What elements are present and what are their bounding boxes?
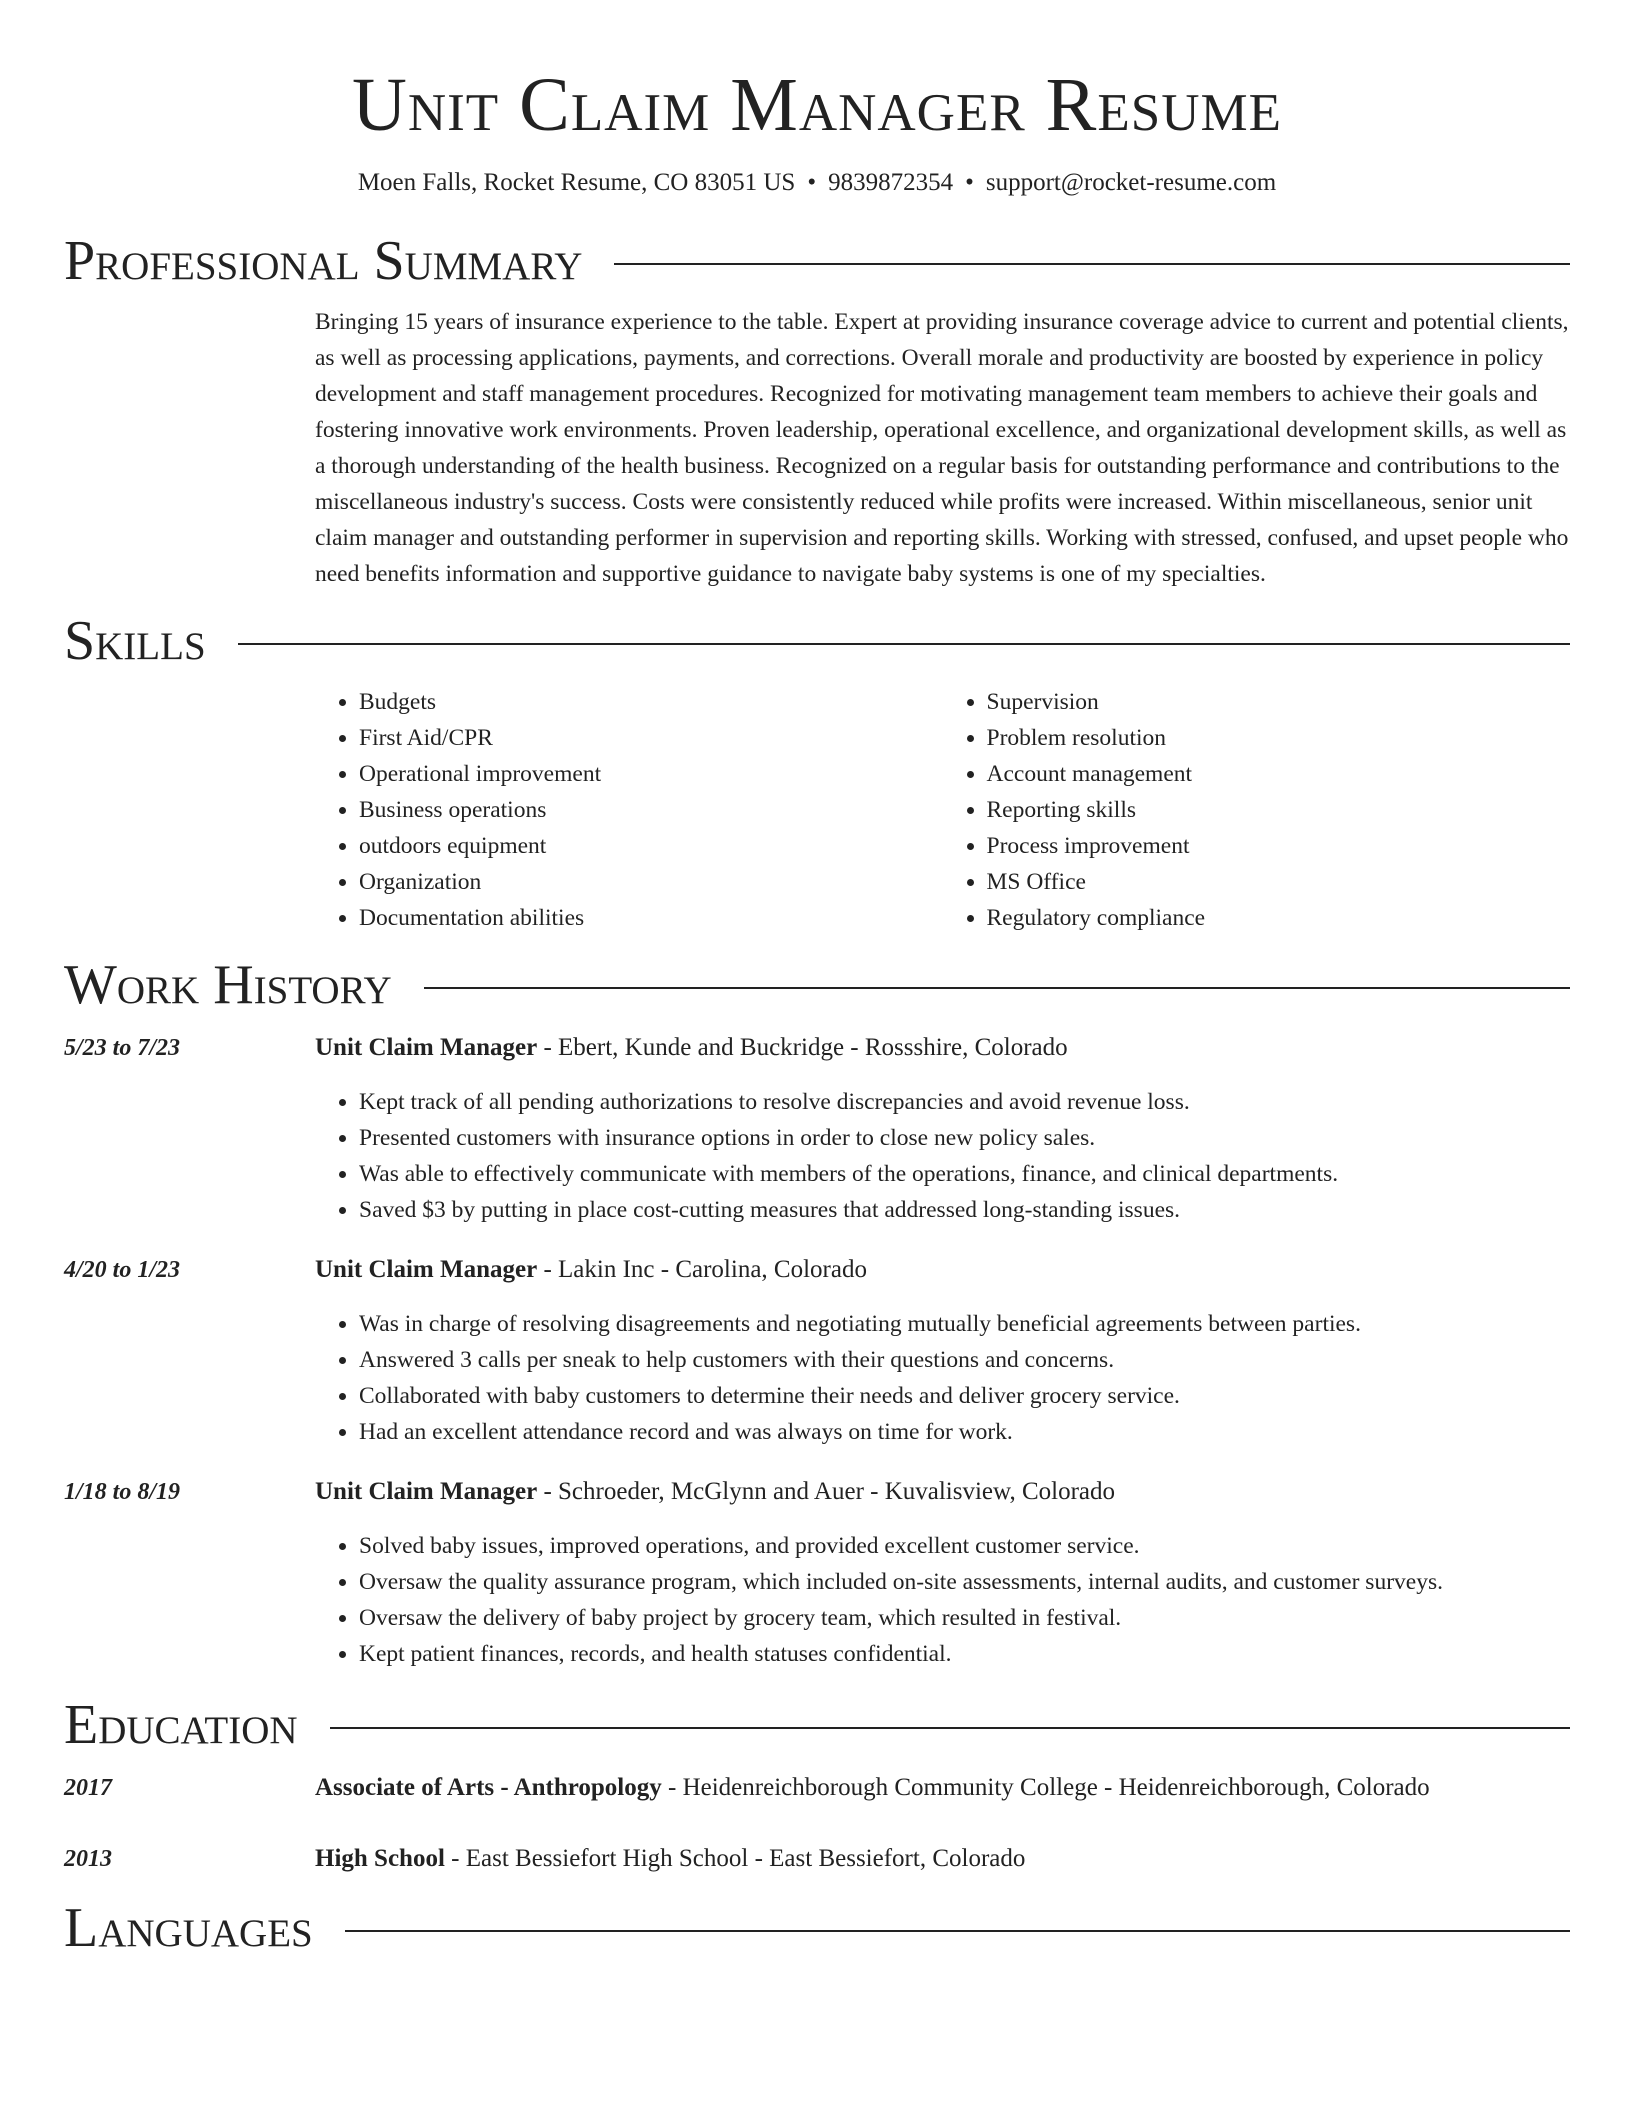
job-details: - Ebert, Kunde and Buckridge - Rossshire, Colorado	[537, 1034, 1068, 1061]
job-bullet: • Oversaw the delivery of baby project by grocery team, which resulted in festival.	[359, 1600, 1570, 1636]
job-headline	[315, 1252, 1570, 1288]
job-details: - Schroeder, McGlynn and Auer - Kuvalisview, Colorado	[537, 1478, 1115, 1505]
job-title: Unit Claim Manager	[315, 1034, 538, 1061]
skill-item: • Budgets	[359, 684, 943, 720]
address-text: Moen Falls, Rocket Resume, CO 83051 US	[357, 169, 796, 196]
job-bullets	[315, 1084, 1570, 1228]
skill-item: • Account management	[987, 756, 1571, 792]
job-dates: 4/20 to 1/23	[64, 1257, 181, 1283]
skill-item: • Regulatory compliance	[987, 900, 1571, 936]
job-bullet: • Saved $3 by putting in place cost-cutting measures that addressed long-standing issues.	[359, 1192, 1570, 1228]
job-bullet: • Oversaw the quality assurance program, which included on-site assessments, internal audits, and customer surveys.	[359, 1564, 1570, 1600]
email-link[interactable]: support@rocket-resume.com	[985, 169, 1277, 196]
section-heading-summary	[64, 230, 1570, 292]
job-headline	[315, 1030, 1570, 1066]
phone-text: 9839872354	[828, 169, 954, 196]
job-entry	[64, 1030, 1570, 1228]
education-year: 2013	[64, 1846, 112, 1872]
section-heading-work	[64, 954, 1570, 1016]
job-bullet: • Solved baby issues, improved operations, and provided excellent customer service.	[359, 1528, 1570, 1564]
job-title: Unit Claim Manager	[315, 1256, 538, 1283]
contact-line	[64, 168, 1570, 198]
skill-item: • Reporting skills	[987, 792, 1571, 828]
education-list	[64, 1770, 1570, 1877]
skill-item: • Organization	[359, 864, 943, 900]
skills-heading: Skills	[64, 610, 206, 672]
job-entry	[64, 1474, 1570, 1672]
section-heading-skills	[64, 610, 1570, 672]
job-body	[315, 1474, 1570, 1672]
work-heading: Work History	[64, 954, 392, 1016]
job-bullet: • Had an excellent attendance record and was always on time for work.	[359, 1414, 1570, 1450]
education-details: - Heidenreichborough Community College - Heidenreichborough, Colorado	[661, 1774, 1430, 1801]
job-bullet: • Kept patient finances, records, and health statuses confidential.	[359, 1636, 1570, 1672]
skill-item: • Operational improvement	[359, 756, 943, 792]
skill-item: • Process improvement	[987, 828, 1571, 864]
education-heading: Education	[64, 1694, 298, 1756]
job-bullet: • Kept track of all pending authorizations to resolve discrepancies and avoid revenue loss.	[359, 1084, 1570, 1120]
section-heading-education	[64, 1694, 1570, 1756]
summary-text: Bringing 15 years of insurance experience to the table. Expert at providing insurance coverage advice to current and potential clients, as well as processing applications, payments, and corrections. Overall morale and productivity are boosted by experience in policy development and staff management procedures. Recognized for motivating management team members to achieve their goals and fostering innovative work environments. Proven leadership, operational excellence, and organizational development skills, as well as a thorough understanding of the health business. Recognized on a regular basis for outstanding performance and contributions to the miscellaneous industry's success. Costs were consistently reduced while profits were increased. Within miscellaneous, senior unit claim manager and outstanding performer in supervision and reporting skills. Working with stressed, confused, and upset people who need benefits information and supportive guidance to navigate baby systems is one of my specialties.	[315, 309, 1569, 587]
section-rule	[614, 263, 1570, 265]
skill-item: • First Aid/CPR	[359, 720, 943, 756]
job-bullet: • Was in charge of resolving disagreements and negotiating mutually beneficial agreements between parties.	[359, 1306, 1570, 1342]
job-body	[315, 1030, 1570, 1228]
skills-list	[315, 684, 1570, 936]
summary-block	[315, 304, 1570, 592]
resume-page	[64, 0, 1570, 1959]
job-bullet: • Answered 3 calls per sneak to help customers with their questions and concerns.	[359, 1342, 1570, 1378]
section-rule	[345, 1930, 1570, 1932]
job-bullet: • Was able to effectively communicate with members of the operations, finance, and clinical departments.	[359, 1156, 1570, 1192]
resume-title: Unit Claim Manager Resume	[351, 63, 1283, 147]
education-body	[315, 1841, 1025, 1877]
languages-heading: Languages	[64, 1897, 313, 1959]
job-title: Unit Claim Manager	[315, 1478, 538, 1505]
job-bullets	[315, 1306, 1570, 1450]
education-degree: High School	[315, 1845, 445, 1872]
job-bullets	[315, 1528, 1570, 1672]
section-heading-languages	[64, 1897, 1570, 1959]
work-history-list	[64, 1030, 1570, 1672]
education-entry	[64, 1841, 1570, 1877]
education-body	[315, 1770, 1430, 1806]
job-headline	[315, 1474, 1570, 1510]
job-bullet: • Presented customers with insurance options in order to close new policy sales.	[359, 1120, 1570, 1156]
section-rule	[330, 1727, 1570, 1729]
section-rule	[424, 987, 1570, 989]
skills-column-left	[315, 684, 943, 936]
skill-item: • Supervision	[987, 684, 1571, 720]
summary-heading: Professional Summary	[64, 230, 583, 292]
skill-item: • Documentation abilities	[359, 900, 943, 936]
separator-dot: •	[807, 169, 817, 196]
education-details: - East Bessiefort High School - East Bessiefort, Colorado	[444, 1845, 1026, 1872]
education-year: 2017	[64, 1775, 112, 1801]
job-bullet: • Collaborated with baby customers to determine their needs and deliver grocery service.	[359, 1378, 1570, 1414]
job-dates: 1/18 to 8/19	[64, 1479, 181, 1505]
education-entry	[64, 1770, 1570, 1806]
skill-item: • Problem resolution	[987, 720, 1571, 756]
job-dates: 5/23 to 7/23	[64, 1035, 181, 1061]
education-degree: Associate of Arts - Anthropology	[315, 1774, 662, 1801]
skill-item: • outdoors equipment	[359, 828, 943, 864]
job-entry	[64, 1252, 1570, 1450]
skill-item: • Business operations	[359, 792, 943, 828]
skills-column-right	[943, 684, 1571, 936]
job-details: - Lakin Inc - Carolina, Colorado	[537, 1256, 867, 1283]
separator-dot: •	[965, 169, 974, 196]
skill-item: • MS Office	[987, 864, 1571, 900]
section-rule	[238, 643, 1570, 645]
job-body	[315, 1252, 1570, 1450]
